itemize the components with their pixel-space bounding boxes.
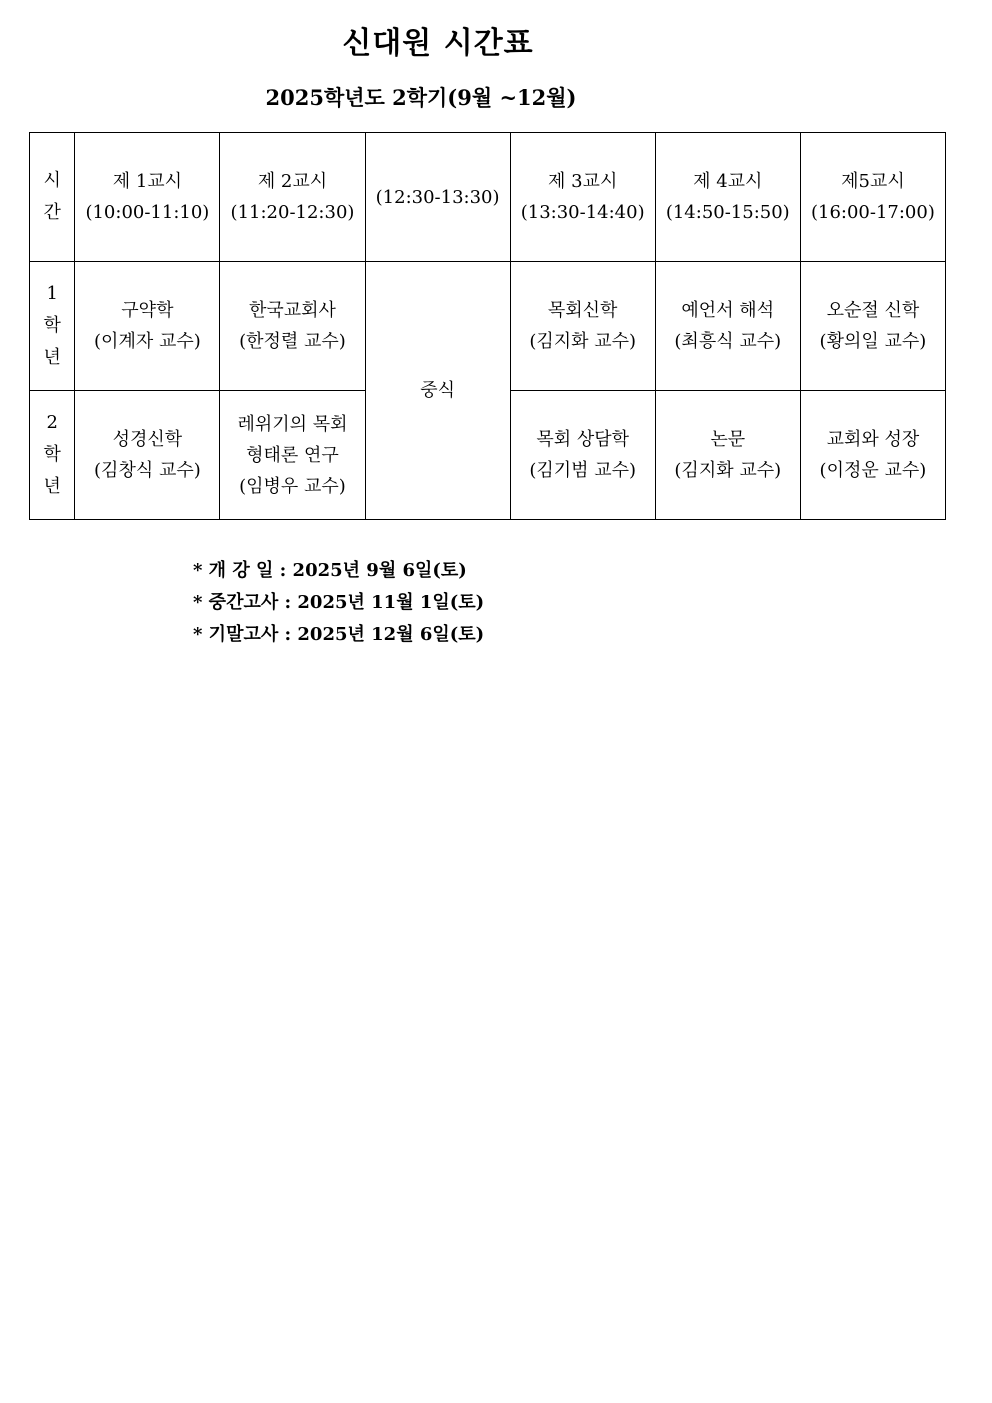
year-1-label: [30, 262, 75, 391]
timetable: [29, 132, 946, 520]
period-name: 제 4교시: [693, 171, 763, 192]
year-2-label: [30, 391, 75, 520]
period-3-header: [510, 133, 655, 262]
course-cell: [655, 391, 800, 520]
year-char: 2: [46, 412, 58, 433]
course-professor: (이정운 교수): [819, 460, 927, 481]
course-professor: (김지화 교수): [529, 331, 637, 352]
course-name: 한국교회사: [249, 300, 336, 321]
lunch-label: 중식: [420, 380, 455, 401]
schedule-notes: [193, 555, 484, 651]
year-char: 년: [43, 476, 61, 497]
period-2-header: [220, 133, 365, 262]
course-professor: (최흥식 교수): [674, 331, 782, 352]
semester-subtitle: 2025학년도 2학기(9월 ~12월): [265, 85, 577, 110]
course-cell: [655, 262, 800, 391]
course-professor: (이계자 교수): [94, 331, 201, 352]
course-cell: [510, 391, 655, 520]
course-name: 교회와 성장: [826, 429, 920, 450]
period-time: (11:20-12:30): [230, 202, 355, 223]
lunch-cell: [365, 262, 510, 520]
note-semester-start: * 개 강 일 : 2025년 9월 6일(토): [193, 560, 467, 581]
course-cell: [75, 262, 220, 391]
course-cell: [75, 391, 220, 520]
period-name: 제 3교시: [548, 171, 618, 192]
year-char: 년: [43, 347, 61, 368]
course-name: 레위기의 목회: [237, 413, 348, 435]
note-midterm: * 중간고사 : 2025년 11월 1일(토): [193, 592, 485, 613]
course-cell: [220, 391, 365, 520]
course-professor: (김창식 교수): [94, 460, 201, 481]
period-time: (14:50-15:50): [665, 202, 790, 223]
corner-char: 간: [43, 202, 61, 223]
course-professor: (한정렬 교수): [239, 331, 346, 352]
course-cell: [220, 262, 365, 391]
course-cell: [510, 262, 655, 391]
course-name: 오순절 신학: [826, 300, 920, 321]
period-name: 제5교시: [841, 171, 905, 192]
course-professor: (임병우 교수): [239, 475, 346, 497]
period-4-header: [655, 133, 800, 262]
year-1-row: [30, 262, 946, 391]
corner-char: 시: [43, 170, 61, 191]
year-char: 학: [43, 315, 61, 336]
page-title: 신대원 시간표: [342, 26, 534, 61]
header-row: [30, 133, 946, 262]
course-name: 논문: [710, 429, 746, 450]
course-cell: [800, 262, 945, 391]
period-time: (10:00-11:10): [85, 202, 210, 223]
course-name: 목회 상담학: [536, 429, 629, 450]
lunch-period-header: [365, 133, 510, 262]
period-5-header: [800, 133, 945, 262]
period-name: 제 2교시: [257, 171, 328, 192]
course-name: 성경신학: [112, 429, 183, 450]
course-name: 형태론 연구: [246, 444, 339, 466]
note-final: * 기말고사 : 2025년 12월 6일(토): [193, 624, 485, 645]
course-professor: (김기범 교수): [529, 460, 637, 481]
course-name: 구약학: [121, 300, 174, 321]
course-name: 목회신학: [547, 300, 618, 321]
course-professor: (황의일 교수): [819, 331, 927, 352]
course-name: 예언서 해석: [681, 300, 775, 321]
year-char: 학: [43, 444, 61, 465]
period-1-header: [75, 133, 220, 262]
period-time: (12:30-13:30): [375, 186, 500, 208]
period-name: 제 1교시: [112, 171, 183, 192]
course-professor: (김지화 교수): [674, 460, 782, 481]
period-time: (16:00-17:00): [810, 202, 935, 223]
period-time: (13:30-14:40): [520, 202, 645, 223]
year-char: 1: [46, 283, 58, 304]
time-corner-cell: [30, 133, 75, 262]
course-cell: [800, 391, 945, 520]
